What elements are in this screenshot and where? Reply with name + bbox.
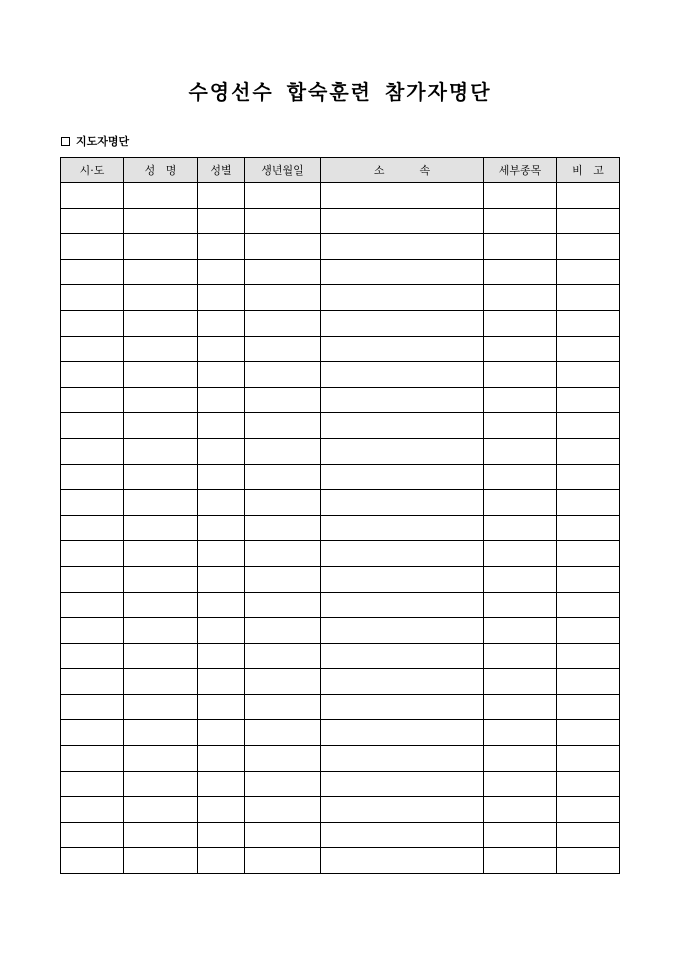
checkbox-square-icon — [61, 137, 70, 146]
table-row — [61, 771, 620, 797]
table-cell[interactable] — [245, 490, 321, 516]
table-cell[interactable] — [198, 259, 245, 285]
table-cell[interactable] — [245, 464, 321, 490]
table-cell[interactable] — [321, 234, 484, 260]
table-row — [61, 387, 620, 413]
table-cell[interactable] — [61, 234, 124, 260]
table-cell[interactable] — [557, 541, 620, 567]
table-row — [61, 183, 620, 209]
table-cell[interactable] — [321, 797, 484, 823]
table-cell[interactable] — [484, 797, 557, 823]
table-cell[interactable] — [557, 822, 620, 848]
table-cell[interactable] — [124, 285, 198, 311]
table-cell[interactable] — [124, 413, 198, 439]
table-cell[interactable] — [321, 848, 484, 874]
table-cell[interactable] — [484, 618, 557, 644]
table-row — [61, 259, 620, 285]
table-cell[interactable] — [321, 285, 484, 311]
table-cell[interactable] — [557, 797, 620, 823]
table-cell[interactable] — [198, 387, 245, 413]
table-row — [61, 848, 620, 874]
table-cell[interactable] — [321, 336, 484, 362]
table-cell[interactable] — [198, 694, 245, 720]
section-heading-label: 지도자명단 — [76, 135, 130, 148]
table-cell[interactable] — [557, 183, 620, 209]
table-cell[interactable] — [245, 515, 321, 541]
table-cell[interactable] — [198, 541, 245, 567]
table-cell[interactable] — [245, 336, 321, 362]
table-cell[interactable] — [321, 822, 484, 848]
table-cell[interactable] — [321, 208, 484, 234]
table-cell[interactable] — [484, 515, 557, 541]
table-cell[interactable] — [245, 797, 321, 823]
table-cell[interactable] — [124, 464, 198, 490]
table-cell[interactable] — [124, 362, 198, 388]
table-cell[interactable] — [321, 592, 484, 618]
table-cell[interactable] — [198, 208, 245, 234]
table-cell[interactable] — [484, 541, 557, 567]
table-cell[interactable] — [124, 208, 198, 234]
table-cell[interactable] — [557, 848, 620, 874]
table-cell[interactable] — [198, 643, 245, 669]
table-row — [61, 336, 620, 362]
table-cell[interactable] — [245, 618, 321, 644]
instructor-roster-table — [60, 157, 620, 874]
table-cell[interactable] — [321, 669, 484, 695]
table-cell[interactable] — [245, 183, 321, 209]
table-cell[interactable] — [321, 464, 484, 490]
table-cell[interactable] — [198, 515, 245, 541]
table-cell[interactable] — [245, 310, 321, 336]
table-row — [61, 310, 620, 336]
table-cell[interactable] — [198, 285, 245, 311]
table-cell[interactable] — [61, 336, 124, 362]
table-body — [61, 183, 620, 874]
table-cell[interactable] — [484, 592, 557, 618]
table-cell[interactable] — [198, 490, 245, 516]
table-cell[interactable] — [321, 746, 484, 772]
table-cell[interactable] — [61, 285, 124, 311]
table-cell[interactable] — [198, 720, 245, 746]
table-cell[interactable] — [61, 618, 124, 644]
table-cell[interactable] — [557, 387, 620, 413]
table-cell[interactable] — [557, 618, 620, 644]
table-row — [61, 797, 620, 823]
table-cell[interactable] — [124, 643, 198, 669]
table-cell[interactable] — [484, 771, 557, 797]
table-cell[interactable] — [61, 746, 124, 772]
table-cell[interactable] — [321, 720, 484, 746]
table-cell[interactable] — [61, 720, 124, 746]
table-cell[interactable] — [484, 413, 557, 439]
table-cell[interactable] — [61, 694, 124, 720]
table-cell[interactable] — [321, 259, 484, 285]
table-cell[interactable] — [61, 822, 124, 848]
table-cell[interactable] — [245, 720, 321, 746]
table-cell[interactable] — [321, 694, 484, 720]
table-cell[interactable] — [557, 362, 620, 388]
table-row — [61, 413, 620, 439]
table-cell[interactable] — [61, 362, 124, 388]
section-heading — [61, 133, 129, 149]
table-cell[interactable] — [484, 285, 557, 311]
table-cell[interactable] — [245, 848, 321, 874]
table-cell[interactable] — [321, 566, 484, 592]
page-title: 수영선수 합숙훈련 참가자명단 — [188, 80, 492, 104]
table-cell[interactable] — [61, 643, 124, 669]
table-cell[interactable] — [557, 746, 620, 772]
table-cell[interactable] — [484, 208, 557, 234]
table-cell[interactable] — [557, 643, 620, 669]
table-cell[interactable] — [321, 413, 484, 439]
table-row — [61, 566, 620, 592]
table-cell[interactable] — [198, 669, 245, 695]
table-row — [61, 285, 620, 311]
table-cell[interactable] — [124, 694, 198, 720]
column-header-event: 세부종목 — [484, 158, 557, 183]
table-cell[interactable] — [245, 285, 321, 311]
table-cell[interactable] — [61, 490, 124, 516]
table-row — [61, 438, 620, 464]
table-cell[interactable] — [124, 618, 198, 644]
table-cell[interactable] — [484, 490, 557, 516]
table-cell[interactable] — [124, 387, 198, 413]
table-cell[interactable] — [321, 438, 484, 464]
table-cell[interactable] — [321, 618, 484, 644]
table-row — [61, 720, 620, 746]
table-cell[interactable] — [557, 771, 620, 797]
table-cell[interactable] — [198, 464, 245, 490]
table-cell[interactable] — [198, 746, 245, 772]
column-header-gender: 성별 — [198, 158, 245, 183]
table-cell[interactable] — [198, 848, 245, 874]
table-cell[interactable] — [484, 336, 557, 362]
table-cell[interactable] — [198, 413, 245, 439]
table-cell[interactable] — [484, 566, 557, 592]
table-row — [61, 234, 620, 260]
table-row — [61, 643, 620, 669]
column-header-birthdate: 생년월일 — [245, 158, 321, 183]
table-cell[interactable] — [124, 822, 198, 848]
table-cell[interactable] — [124, 746, 198, 772]
table-cell[interactable] — [321, 541, 484, 567]
table-row — [61, 694, 620, 720]
table-cell[interactable] — [61, 413, 124, 439]
table-row — [61, 208, 620, 234]
table-cell[interactable] — [198, 592, 245, 618]
table-cell[interactable] — [124, 183, 198, 209]
table-cell[interactable] — [557, 694, 620, 720]
table-row — [61, 541, 620, 567]
table-cell[interactable] — [321, 643, 484, 669]
table-cell[interactable] — [321, 771, 484, 797]
column-header-remarks: 비 고 — [557, 158, 620, 183]
table-cell[interactable] — [484, 310, 557, 336]
table-cell[interactable] — [245, 362, 321, 388]
table-cell[interactable] — [484, 822, 557, 848]
table-cell[interactable] — [124, 720, 198, 746]
table-cell[interactable] — [557, 285, 620, 311]
table-cell[interactable] — [245, 438, 321, 464]
table-cell[interactable] — [557, 438, 620, 464]
table-cell[interactable] — [245, 413, 321, 439]
table-cell[interactable] — [484, 746, 557, 772]
table-row — [61, 362, 620, 388]
table-cell[interactable] — [198, 566, 245, 592]
table-cell[interactable] — [124, 566, 198, 592]
table-cell[interactable] — [61, 259, 124, 285]
table-cell[interactable] — [124, 336, 198, 362]
table-cell[interactable] — [557, 259, 620, 285]
table-cell[interactable] — [321, 490, 484, 516]
table-cell[interactable] — [198, 234, 245, 260]
table-cell[interactable] — [557, 515, 620, 541]
table-cell[interactable] — [557, 592, 620, 618]
table-cell[interactable] — [484, 669, 557, 695]
table-cell[interactable] — [484, 387, 557, 413]
table-cell[interactable] — [61, 541, 124, 567]
table-cell[interactable] — [245, 387, 321, 413]
table-cell[interactable] — [484, 643, 557, 669]
table-row — [61, 618, 620, 644]
table-cell[interactable] — [124, 592, 198, 618]
table-cell[interactable] — [245, 592, 321, 618]
table-cell[interactable] — [245, 566, 321, 592]
table-cell[interactable] — [61, 438, 124, 464]
table-cell[interactable] — [61, 515, 124, 541]
table-cell[interactable] — [321, 387, 484, 413]
table-cell[interactable] — [124, 771, 198, 797]
table-cell[interactable] — [484, 362, 557, 388]
table-cell[interactable] — [198, 797, 245, 823]
table-cell[interactable] — [61, 208, 124, 234]
table-row — [61, 490, 620, 516]
table-cell[interactable] — [124, 797, 198, 823]
column-header-region: 시·도 — [61, 158, 124, 183]
table-cell[interactable] — [245, 746, 321, 772]
table-cell[interactable] — [557, 234, 620, 260]
table-cell[interactable] — [61, 848, 124, 874]
table-cell[interactable] — [61, 310, 124, 336]
table-cell[interactable] — [484, 438, 557, 464]
table-cell[interactable] — [321, 183, 484, 209]
table-cell[interactable] — [245, 771, 321, 797]
table-cell[interactable] — [124, 490, 198, 516]
column-header-name: 성 명 — [124, 158, 198, 183]
table-row — [61, 822, 620, 848]
table-cell[interactable] — [245, 669, 321, 695]
table-row — [61, 669, 620, 695]
table-cell[interactable] — [484, 234, 557, 260]
table-cell[interactable] — [484, 848, 557, 874]
table-cell[interactable] — [61, 771, 124, 797]
table-cell[interactable] — [198, 822, 245, 848]
table-cell[interactable] — [557, 336, 620, 362]
table-cell[interactable] — [557, 669, 620, 695]
table-cell[interactable] — [124, 259, 198, 285]
table-cell[interactable] — [321, 515, 484, 541]
table-cell[interactable] — [484, 720, 557, 746]
table-row — [61, 515, 620, 541]
table-cell[interactable] — [198, 183, 245, 209]
table-cell[interactable] — [124, 515, 198, 541]
table-cell[interactable] — [198, 438, 245, 464]
table-cell[interactable] — [124, 438, 198, 464]
table-cell[interactable] — [245, 541, 321, 567]
table-cell[interactable] — [245, 208, 321, 234]
table-cell[interactable] — [61, 566, 124, 592]
table-cell[interactable] — [557, 464, 620, 490]
table-cell[interactable] — [321, 310, 484, 336]
table-cell[interactable] — [124, 669, 198, 695]
table-row — [61, 746, 620, 772]
table-cell[interactable] — [198, 771, 245, 797]
table-cell[interactable] — [557, 720, 620, 746]
table-cell[interactable] — [321, 362, 484, 388]
table-cell[interactable] — [124, 310, 198, 336]
table-cell[interactable] — [61, 669, 124, 695]
table-cell[interactable] — [484, 183, 557, 209]
table-cell[interactable] — [245, 259, 321, 285]
column-header-affiliation: 소 속 — [321, 158, 484, 183]
table-cell[interactable] — [484, 694, 557, 720]
table-cell[interactable] — [484, 259, 557, 285]
table-cell[interactable] — [61, 387, 124, 413]
table-cell[interactable] — [557, 490, 620, 516]
table-header-row — [61, 158, 620, 183]
table-row — [61, 464, 620, 490]
table-cell[interactable] — [245, 234, 321, 260]
table-cell[interactable] — [198, 362, 245, 388]
table-row — [61, 592, 620, 618]
table-cell[interactable] — [124, 541, 198, 567]
table-cell[interactable] — [124, 234, 198, 260]
table-cell[interactable] — [557, 566, 620, 592]
table-cell[interactable] — [245, 822, 321, 848]
table-cell[interactable] — [198, 310, 245, 336]
table-cell[interactable] — [198, 618, 245, 644]
table-cell[interactable] — [61, 592, 124, 618]
table-cell[interactable] — [61, 464, 124, 490]
table-cell[interactable] — [557, 208, 620, 234]
table-cell[interactable] — [557, 310, 620, 336]
table-cell[interactable] — [557, 413, 620, 439]
table-cell[interactable] — [198, 336, 245, 362]
table-cell[interactable] — [124, 848, 198, 874]
table-cell[interactable] — [61, 183, 124, 209]
table-cell[interactable] — [245, 643, 321, 669]
table-cell[interactable] — [245, 694, 321, 720]
table-cell[interactable] — [484, 464, 557, 490]
table-cell[interactable] — [61, 797, 124, 823]
